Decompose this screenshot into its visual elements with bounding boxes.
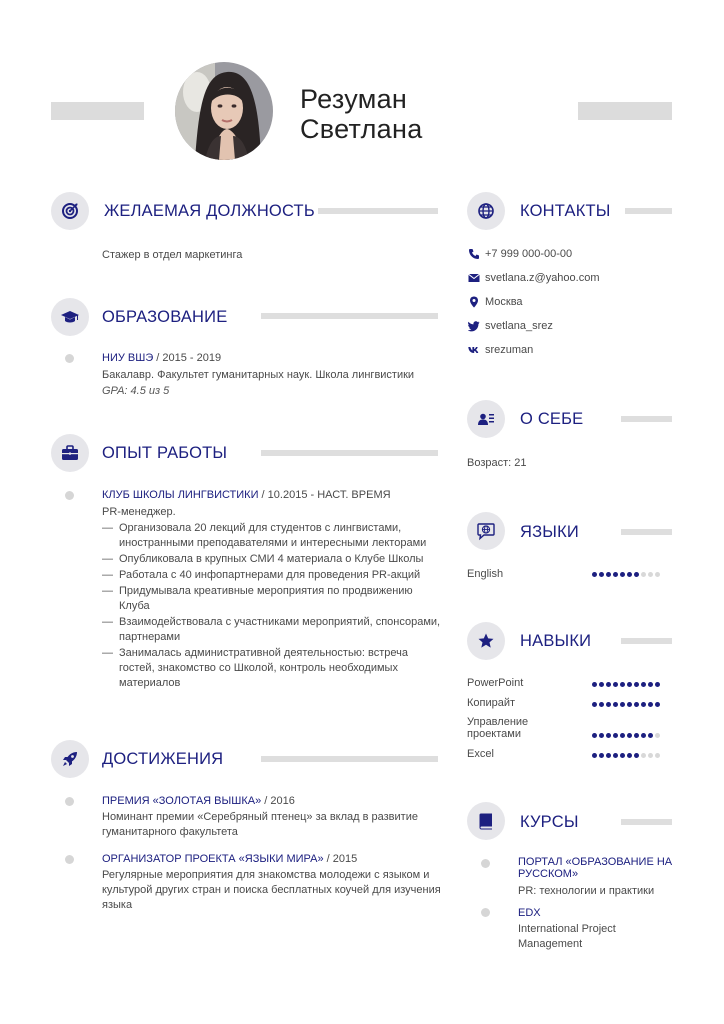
skill-name: Excel (467, 748, 494, 760)
contact-value: svetlana.z@yahoo.com (485, 272, 600, 284)
level-dot-filled (599, 572, 604, 577)
level-dot-filled (634, 572, 639, 577)
level-dot-empty (641, 753, 646, 758)
list-bullet (65, 354, 74, 363)
level-dot-filled (599, 733, 604, 738)
location-pin-icon (467, 295, 481, 309)
course-desc: International Project Management (518, 923, 616, 950)
section-title-contacts: КОНТАКТЫ (520, 202, 611, 220)
section-title-education: ОБРАЗОВАНИЕ (102, 308, 228, 326)
level-dot-filled (606, 733, 611, 738)
section-line-achievements (261, 756, 438, 762)
level-dot-filled (648, 702, 653, 707)
section-title-position: ЖЕЛАЕМАЯ ДОЛЖНОСТЬ (104, 202, 315, 220)
skill-level-dots (592, 753, 662, 758)
level-dot-empty (655, 753, 660, 758)
achievement-name: ОРГАНИЗАТОР ПРОЕКТА «ЯЗЫКИ МИРА» (102, 853, 324, 865)
contact-value: svetlana_srez (485, 320, 553, 332)
mail-icon (467, 271, 481, 285)
level-dot-filled (592, 753, 597, 758)
course-desc: PR: технологии и практики (518, 885, 655, 897)
level-dot-filled (606, 572, 611, 577)
level-dot-filled (627, 733, 632, 738)
skill-level-dots (592, 733, 662, 738)
level-dot-filled (648, 733, 653, 738)
section-line-languages (621, 529, 672, 535)
achievement-desc: Номинант премии «Серебряный птенец» за вклад в развитие гуманитарного факультета (102, 811, 418, 838)
phone-icon (467, 247, 481, 261)
section-title-skills: НАВЫКИ (520, 632, 592, 650)
level-dot-filled (606, 682, 611, 687)
twitter-icon (467, 319, 481, 333)
skill-name: Копирайт (467, 697, 516, 709)
level-dot-empty (648, 753, 653, 758)
section-title-about: О СЕБЕ (520, 410, 584, 428)
level-dot-filled (606, 702, 611, 707)
vk-icon (467, 343, 481, 357)
contact-phone (467, 247, 572, 261)
achievement-desc: Регулярные мероприятия для знакомства молодежи с языком и культурой других стран и поиска бесплатных коучей для изучения языка (102, 869, 441, 911)
briefcase-icon (51, 434, 89, 472)
level-dot-filled (613, 572, 618, 577)
level-dot-empty (648, 572, 653, 577)
section-title-achievements: ДОСТИЖЕНИЯ (102, 750, 224, 768)
level-dot-filled (592, 682, 597, 687)
list-bullet (65, 797, 74, 806)
about-age: Возраст: 21 (467, 457, 527, 469)
level-dot-filled (655, 702, 660, 707)
education-gpa: GPA: 4.5 из 5 (102, 385, 170, 397)
contact-email[interactable] (467, 271, 600, 285)
name-given: Светлана (300, 114, 423, 144)
level-dot-filled (592, 572, 597, 577)
list-bullet (481, 908, 490, 917)
contact-city (467, 295, 523, 309)
education-org: НИУ ВШЭ (102, 352, 154, 364)
achievement-year: / 2015 (323, 853, 358, 865)
skill-name: Управление проектами (467, 716, 529, 740)
experience-period: / 10.2015 - НАСТ. ВРЕМЯ (258, 489, 391, 501)
section-line-contacts (625, 208, 672, 214)
level-dot-filled (599, 753, 604, 758)
contact-vk[interactable] (467, 343, 533, 357)
achievement-header (102, 852, 357, 867)
skill-level-dots (592, 702, 662, 707)
duty-item: — Взаимодействовала с участниками мероприятий, спонсорами, партнерами (102, 615, 442, 645)
education-item (102, 351, 221, 366)
rocket-icon (51, 740, 89, 778)
list-bullet (481, 859, 490, 868)
education-years: / 2015 - 2019 (153, 352, 222, 364)
level-dot-filled (627, 572, 632, 577)
level-dot-filled (613, 753, 618, 758)
level-dot-filled (620, 733, 625, 738)
target-icon (51, 192, 89, 230)
level-dot-filled (634, 682, 639, 687)
duty-item: — Организовала 20 лекций для студентов с лингвистами, иностранными преподавателями и интересными лекторами (102, 521, 442, 551)
section-title-languages: ЯЗЫКИ (520, 523, 579, 541)
section-line-about (621, 416, 672, 422)
level-dot-filled (620, 682, 625, 687)
graduation-cap-icon (51, 298, 89, 336)
level-dot-filled (627, 753, 632, 758)
level-dot-filled (648, 682, 653, 687)
level-dot-filled (634, 702, 639, 707)
name-surname: Резуман (300, 84, 408, 114)
contact-value: srezuman (485, 344, 534, 356)
header-bar-right (578, 102, 672, 120)
list-bullet (65, 491, 74, 500)
skill-name: PowerPoint (467, 677, 524, 689)
header-bar-left (51, 102, 144, 120)
section-line-education (261, 313, 438, 319)
star-icon (467, 622, 505, 660)
level-dot-filled (627, 682, 632, 687)
level-dot-empty (655, 572, 660, 577)
experience-role: PR-менеджер. (102, 506, 176, 518)
level-dot-filled (641, 733, 646, 738)
level-dot-filled (620, 572, 625, 577)
level-dot-filled (620, 753, 625, 758)
level-dot-filled (599, 682, 604, 687)
level-dot-filled (641, 682, 646, 687)
achievement-header (102, 794, 295, 809)
level-dot-filled (592, 702, 597, 707)
experience-duties (102, 521, 442, 692)
section-title-experience: ОПЫТ РАБОТЫ (102, 444, 228, 462)
duty-item: — Занималась административной деятельностью: встреча гостей, знакомство со Школой, контроль необходимых материалов (102, 646, 442, 691)
level-dot-filled (634, 733, 639, 738)
section-line-courses (621, 819, 672, 825)
person-name (300, 84, 423, 144)
avatar (175, 62, 273, 160)
profile-card-icon (467, 400, 505, 438)
level-dot-filled (620, 702, 625, 707)
level-dot-filled (592, 733, 597, 738)
language-name: English (467, 568, 504, 580)
section-line-experience (261, 450, 438, 456)
list-bullet (65, 855, 74, 864)
contact-twitter[interactable] (467, 319, 553, 333)
duty-item: — Опубликовала в крупных СМИ 4 материала о Клубе Школы (102, 552, 442, 567)
level-dot-filled (613, 702, 618, 707)
achievement-name: ПРЕМИЯ «ЗОЛОТАЯ ВЫШКА» (102, 795, 262, 807)
desired-position-value: Стажер в отдел маркетинга (102, 249, 243, 261)
level-dot-filled (641, 702, 646, 707)
speech-bubble-globe-icon (467, 512, 505, 550)
education-desc: Бакалавр. Факультет гуманитарных наук. Школа лингвистики (102, 369, 415, 381)
level-dot-filled (613, 682, 618, 687)
section-line-skills (621, 638, 672, 644)
contact-value: +7 999 000-00-00 (485, 248, 573, 260)
achievement-year: / 2016 (261, 795, 295, 807)
globe-icon (467, 192, 505, 230)
level-dot-filled (655, 682, 660, 687)
level-dot-empty (641, 572, 646, 577)
course-name: EDX (518, 907, 541, 919)
level-dot-filled (599, 702, 604, 707)
experience-org: КЛУБ ШКОЛЫ ЛИНГВИСТИКИ (102, 489, 259, 501)
level-dot-filled (606, 753, 611, 758)
duty-item: — Придумывала креативные мероприятия по продвижению Клуба (102, 584, 442, 614)
book-icon (467, 802, 505, 840)
contact-value: Москва (485, 296, 523, 308)
section-line-position (318, 208, 438, 214)
duty-item: — Работала с 40 инфопартнерами для проведения PR-акций (102, 568, 442, 583)
skill-level-dots (592, 682, 662, 687)
section-title-courses: КУРСЫ (520, 813, 579, 831)
level-dot-filled (634, 753, 639, 758)
level-dot-filled (613, 733, 618, 738)
course-name: ПОРТАЛ «ОБРАЗОВАНИЕ НА РУССКОМ» (518, 856, 673, 880)
language-level-dots (592, 572, 662, 577)
experience-header (102, 488, 391, 503)
level-dot-filled (627, 702, 632, 707)
level-dot-empty (655, 733, 660, 738)
